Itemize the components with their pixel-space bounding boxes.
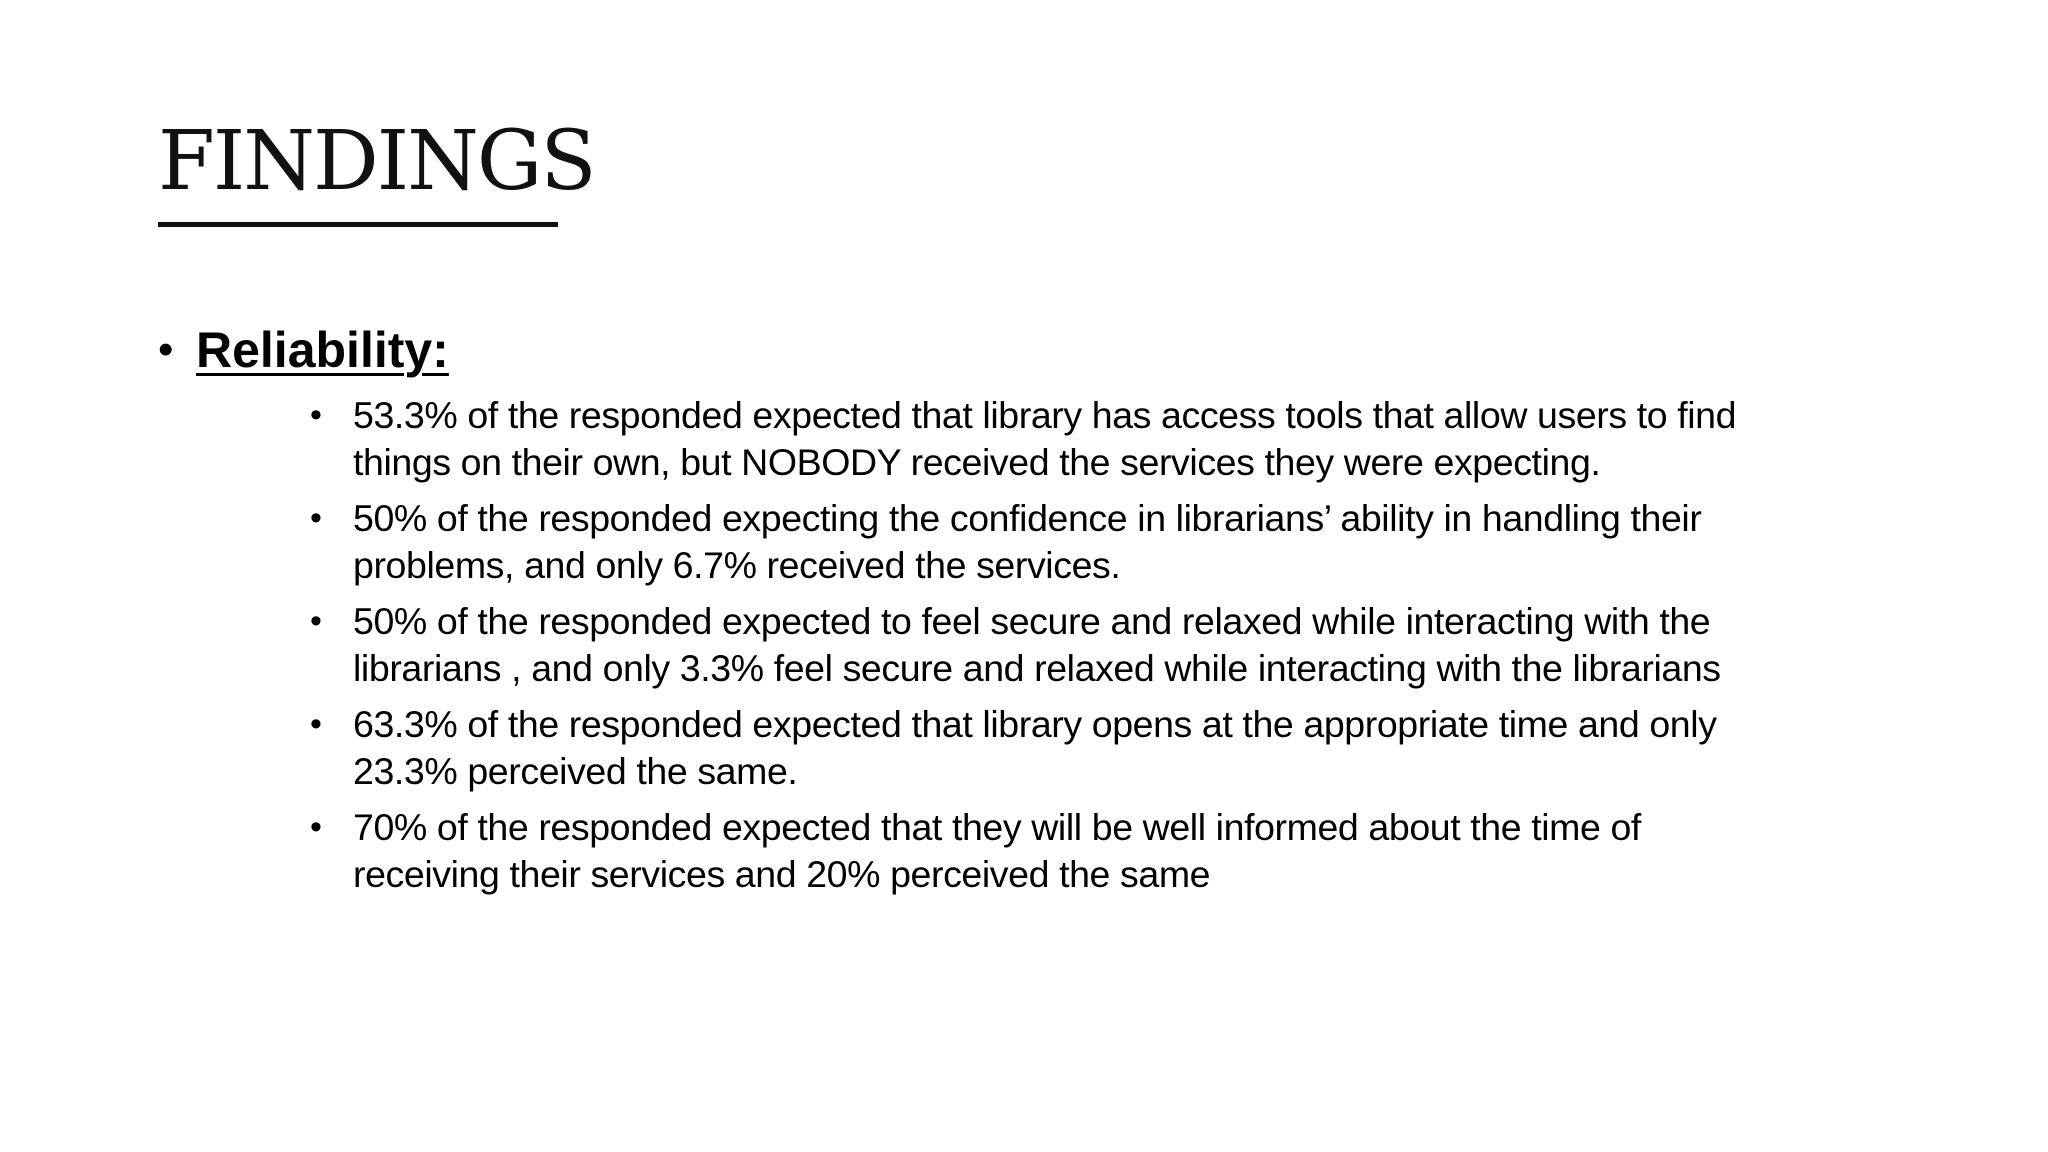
- list-item: [310, 598, 1870, 692]
- bullet-icon: •: [310, 705, 322, 743]
- list-item-text: 53.3% of the responded expected that library has access tools that allow users to find things on their own, but NOBODY received the services they were expecting.: [353, 394, 1737, 483]
- list-item-text: 70% of the responded expected that they will be well informed about the time of receiving their services and 20% perceived the same: [353, 806, 1641, 895]
- section-heading-row: [158, 316, 449, 384]
- findings-list: [310, 392, 1870, 907]
- bullet-icon: •: [310, 396, 322, 434]
- list-item-text: 50% of the responded expected to feel secure and relaxed while interacting with the librarians , and only 3.3% feel secure and relaxed while interacting with the librarians: [353, 600, 1721, 689]
- slide-title: FINDINGS: [158, 114, 595, 209]
- list-item-text: 63.3% of the responded expected that library opens at the appropriate time and only 23.3% perceived the same.: [353, 703, 1717, 792]
- list-item: [310, 804, 1870, 898]
- section-heading: Reliability:: [196, 322, 449, 378]
- list-item: [310, 392, 1870, 486]
- bullet-icon: •: [310, 808, 322, 846]
- title-underline: [158, 222, 558, 227]
- list-item: [310, 495, 1870, 589]
- bullet-icon: •: [158, 325, 174, 374]
- bullet-icon: •: [310, 602, 322, 640]
- list-item-text: 50% of the responded expecting the confidence in librarians’ ability in handling their problems, and only 6.7% received the services.: [353, 497, 1702, 586]
- list-item: [310, 701, 1870, 795]
- bullet-icon: •: [310, 499, 322, 537]
